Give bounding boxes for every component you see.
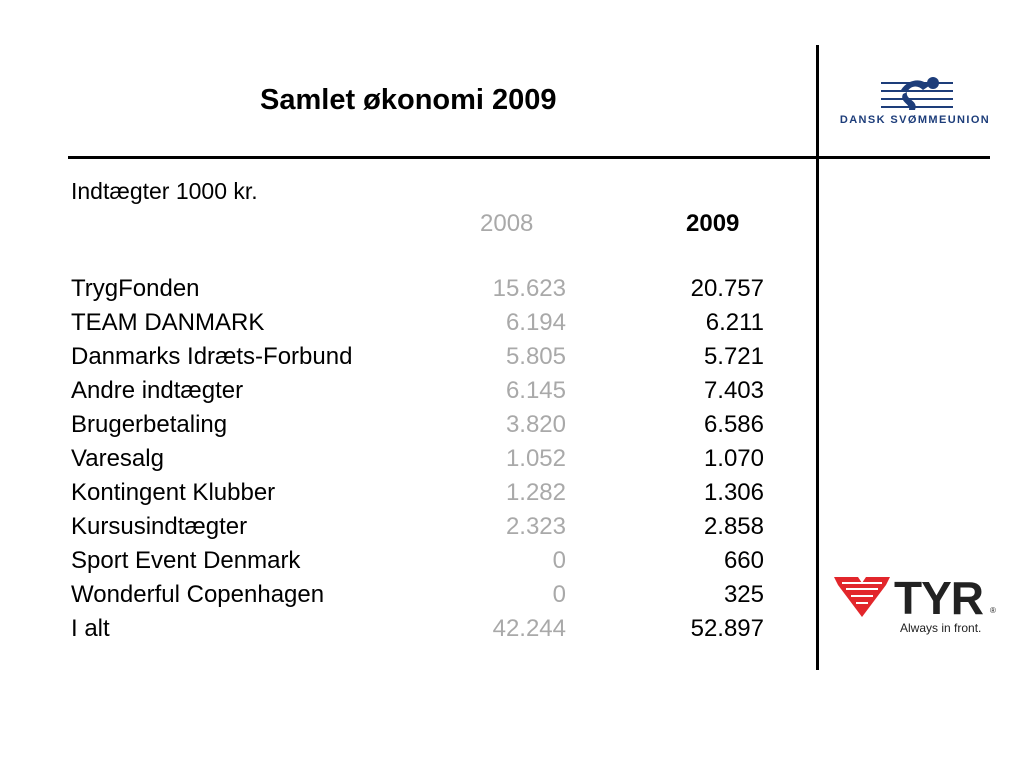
table-row — [0, 411, 800, 445]
row-value-2008: 2.323 — [505, 513, 566, 540]
table-row — [0, 513, 800, 547]
table-row — [0, 275, 800, 309]
table-row — [0, 377, 800, 411]
row-value-2008: 6.145 — [505, 377, 566, 404]
table-row — [0, 309, 800, 343]
row-value-2008: 6.194 — [505, 309, 566, 336]
row-label: Andre indtægter — [71, 377, 244, 404]
row-value-2008: 5.805 — [505, 343, 566, 370]
row-value-2009: 20.757 — [690, 275, 764, 302]
row-value-2009: 1.070 — [703, 445, 764, 472]
row-value-2008: 15.623 — [492, 275, 566, 302]
row-value-2008: 1.052 — [505, 445, 566, 472]
row-label: Danmarks Idræts-Forbund — [71, 343, 353, 370]
table-row — [0, 343, 800, 377]
tyr-wordmark: TYR — [894, 572, 983, 624]
income-table — [0, 275, 800, 649]
column-header-2008: 2008 — [480, 210, 534, 237]
table-row — [0, 479, 800, 513]
row-value-2009: 7.403 — [703, 377, 764, 404]
row-label: Varesalg — [71, 445, 164, 472]
tyr-registered-mark: ® — [990, 606, 996, 615]
row-value-2008: 1.282 — [505, 479, 566, 506]
row-label: Kursusindtægter — [71, 513, 248, 540]
row-value-2009: 6.211 — [705, 309, 764, 336]
dsu-logo-text: DANSK SVØMMEUNION — [839, 114, 991, 126]
table-row-total — [0, 615, 800, 649]
page-title: Samlet økonomi 2009 — [260, 84, 557, 116]
tyr-tagline: Always in front. — [900, 621, 982, 635]
section-label: Indtægter 1000 kr. — [71, 178, 258, 204]
row-value-2009: 5.721 — [703, 343, 764, 370]
row-label: Kontingent Klubber — [71, 479, 276, 506]
row-value-2009: 1.306 — [703, 479, 764, 506]
table-row — [0, 581, 800, 615]
tyr-logo — [832, 573, 997, 641]
row-value-2008: 0 — [552, 547, 566, 574]
column-header-2009: 2009 — [686, 210, 740, 237]
row-label: TEAM DANMARK — [71, 309, 265, 336]
row-value-2009: 660 — [723, 547, 764, 574]
table-row — [0, 547, 800, 581]
row-value-2008: 3.820 — [505, 411, 566, 438]
row-label: Brugerbetaling — [71, 411, 228, 438]
row-label: Wonderful Copenhagen — [71, 581, 325, 608]
row-value-2009: 2.858 — [703, 513, 764, 540]
swimmer-icon — [823, 72, 1007, 116]
row-value-2008: 42.244 — [492, 615, 566, 642]
row-label: TrygFonden — [71, 275, 200, 302]
row-label: I alt — [71, 615, 110, 642]
dansk-svommeunion-logo — [823, 72, 1007, 132]
row-value-2008: 0 — [552, 581, 566, 608]
row-label: Sport Event Denmark — [71, 547, 301, 574]
row-value-2009: 325 — [723, 581, 764, 608]
vertical-divider — [816, 45, 819, 670]
table-row — [0, 445, 800, 479]
title-divider — [68, 156, 990, 159]
row-value-2009: 52.897 — [690, 615, 764, 642]
tyr-emblem-icon — [832, 573, 892, 621]
row-value-2009: 6.586 — [703, 411, 764, 438]
